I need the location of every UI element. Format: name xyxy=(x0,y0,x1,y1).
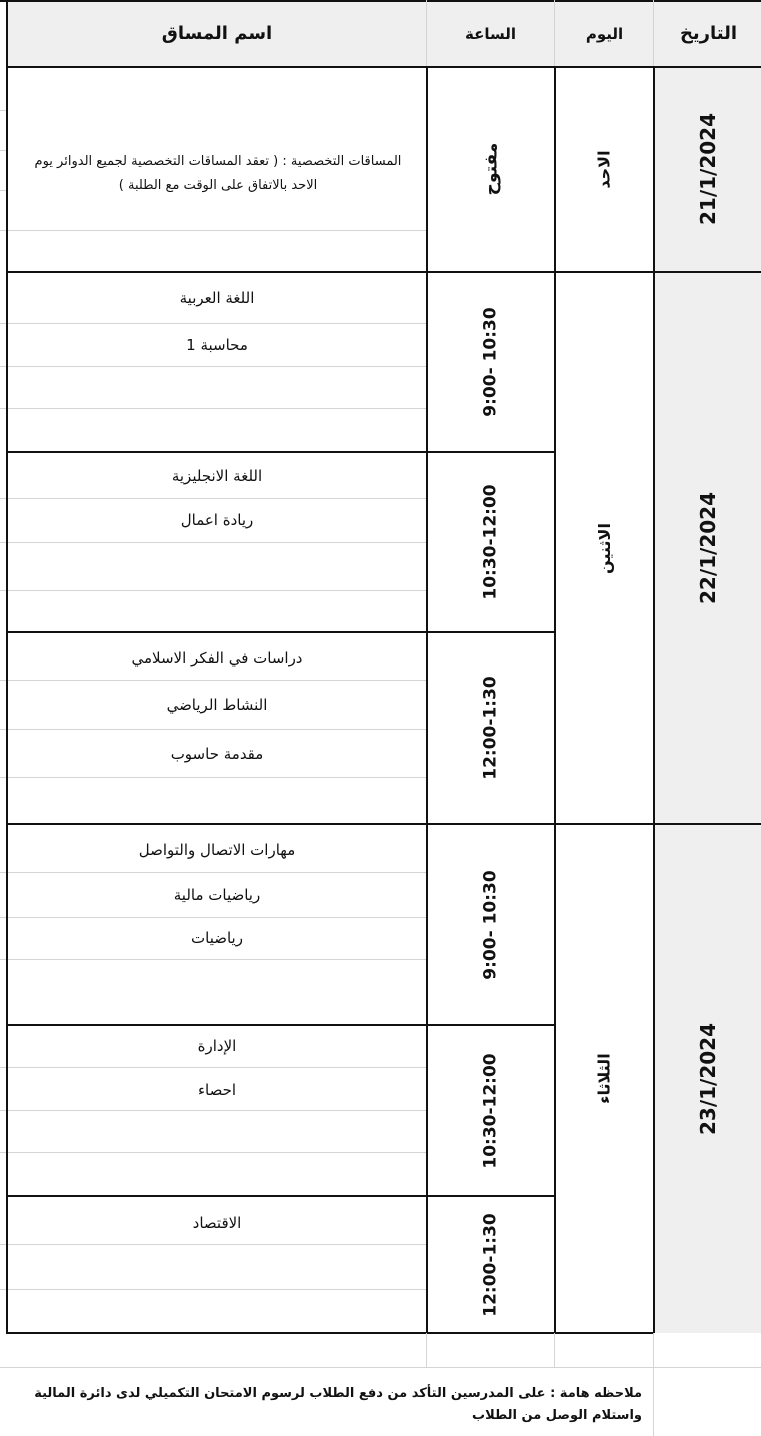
grid-line xyxy=(0,777,427,778)
grid-line xyxy=(0,366,427,367)
time-cell xyxy=(428,633,554,823)
course-name: ريادة اعمال xyxy=(180,511,254,529)
grid-line xyxy=(426,1333,427,1367)
grid-line xyxy=(0,959,427,960)
course-name: مهارات الاتصال والتواصل xyxy=(138,841,296,859)
course-name: محاسبة 1 xyxy=(186,336,248,354)
grid-line xyxy=(0,542,427,543)
course-name: الاقتصاد xyxy=(192,1214,242,1232)
grid-line xyxy=(0,0,762,2)
grid-line xyxy=(0,408,427,409)
time-cell xyxy=(428,453,554,631)
date-label: 23/1/2024 xyxy=(696,1022,721,1135)
date-label: 22/1/2024 xyxy=(696,491,721,605)
time-label: 10:30-12:00 xyxy=(481,1052,501,1169)
day-cell xyxy=(556,825,653,1332)
header-day-label: اليوم xyxy=(585,24,624,43)
grid-line xyxy=(0,1067,427,1068)
time-cell xyxy=(428,67,554,271)
header-course-label: اسم المساق xyxy=(161,23,273,44)
course-name: مقدمة حاسوب xyxy=(170,745,264,763)
grid-line xyxy=(0,1367,762,1368)
grid-line xyxy=(0,498,427,499)
grid-line xyxy=(0,1244,427,1245)
grid-line xyxy=(0,729,427,730)
time-label: 10:30-12:00 xyxy=(481,484,501,600)
time-label: مفتوح xyxy=(481,142,501,196)
course-name: الإدارة xyxy=(197,1037,237,1055)
time-label: 9:00- 10:30 xyxy=(481,869,501,980)
time-cell xyxy=(428,1026,554,1195)
grid-line xyxy=(0,917,427,918)
header-date xyxy=(655,0,762,67)
header-time-label: الساعة xyxy=(465,24,517,43)
day-cell xyxy=(556,273,653,823)
grid-line xyxy=(0,1289,427,1290)
date-label: 21/1/2024 xyxy=(696,112,721,226)
time-label: 12:00-1:30 xyxy=(480,676,501,780)
course-specialized: المساقات التخصصية : ( تعقد المساقات التخصصية لجميع الدوائر يوم الاحد بالاتفاق على الوقت مع الطلبة ) xyxy=(34,154,402,193)
time-cell xyxy=(428,1197,554,1332)
course-name: رياضيات مالية xyxy=(173,886,261,904)
header-course xyxy=(8,0,426,67)
date-cell xyxy=(655,67,762,271)
course-name: رياضيات xyxy=(191,929,243,947)
header-time xyxy=(427,0,554,67)
course-name: النشاط الرياضي xyxy=(166,696,268,714)
time-label: 12:00-1:30 xyxy=(480,1212,501,1317)
grid-line xyxy=(554,1333,555,1367)
time-cell xyxy=(428,825,554,1024)
grid-line xyxy=(0,1110,427,1111)
grid-line xyxy=(0,1152,427,1153)
grid-line xyxy=(0,680,427,681)
grid-line xyxy=(653,1333,654,1436)
day-label: الاحد xyxy=(594,149,614,189)
course-name: اللغة الانجليزية xyxy=(171,467,263,485)
grid-line xyxy=(554,0,555,66)
grid-line xyxy=(0,590,427,591)
time-label: 9:00- 10:30 xyxy=(481,307,501,417)
grid-line xyxy=(426,0,427,66)
important-note: ملاحظه هامة : على المدرسين التأكد من دفع الطلاب لرسوم الامتحان التكميلي لدى دائرة المالية واستلام الوصل من الطلاب xyxy=(34,1386,642,1423)
day-label: الاثنين xyxy=(595,522,614,574)
date-cell xyxy=(655,825,762,1332)
course-name: اللغة العربية xyxy=(179,289,255,307)
course-name: دراسات في الفكر الاسلامي xyxy=(131,649,303,667)
date-cell xyxy=(655,273,762,823)
grid-line xyxy=(0,323,427,324)
grid-line xyxy=(6,1332,654,1334)
grid-line xyxy=(0,872,427,873)
grid-line xyxy=(0,230,427,231)
day-cell xyxy=(556,67,653,271)
day-label: الثلاثاء xyxy=(595,1053,614,1104)
header-date-label: التاريخ xyxy=(679,23,738,44)
header-day xyxy=(555,0,654,67)
time-cell xyxy=(428,273,554,451)
grid-line xyxy=(653,0,654,66)
course-name: احصاء xyxy=(197,1081,237,1099)
